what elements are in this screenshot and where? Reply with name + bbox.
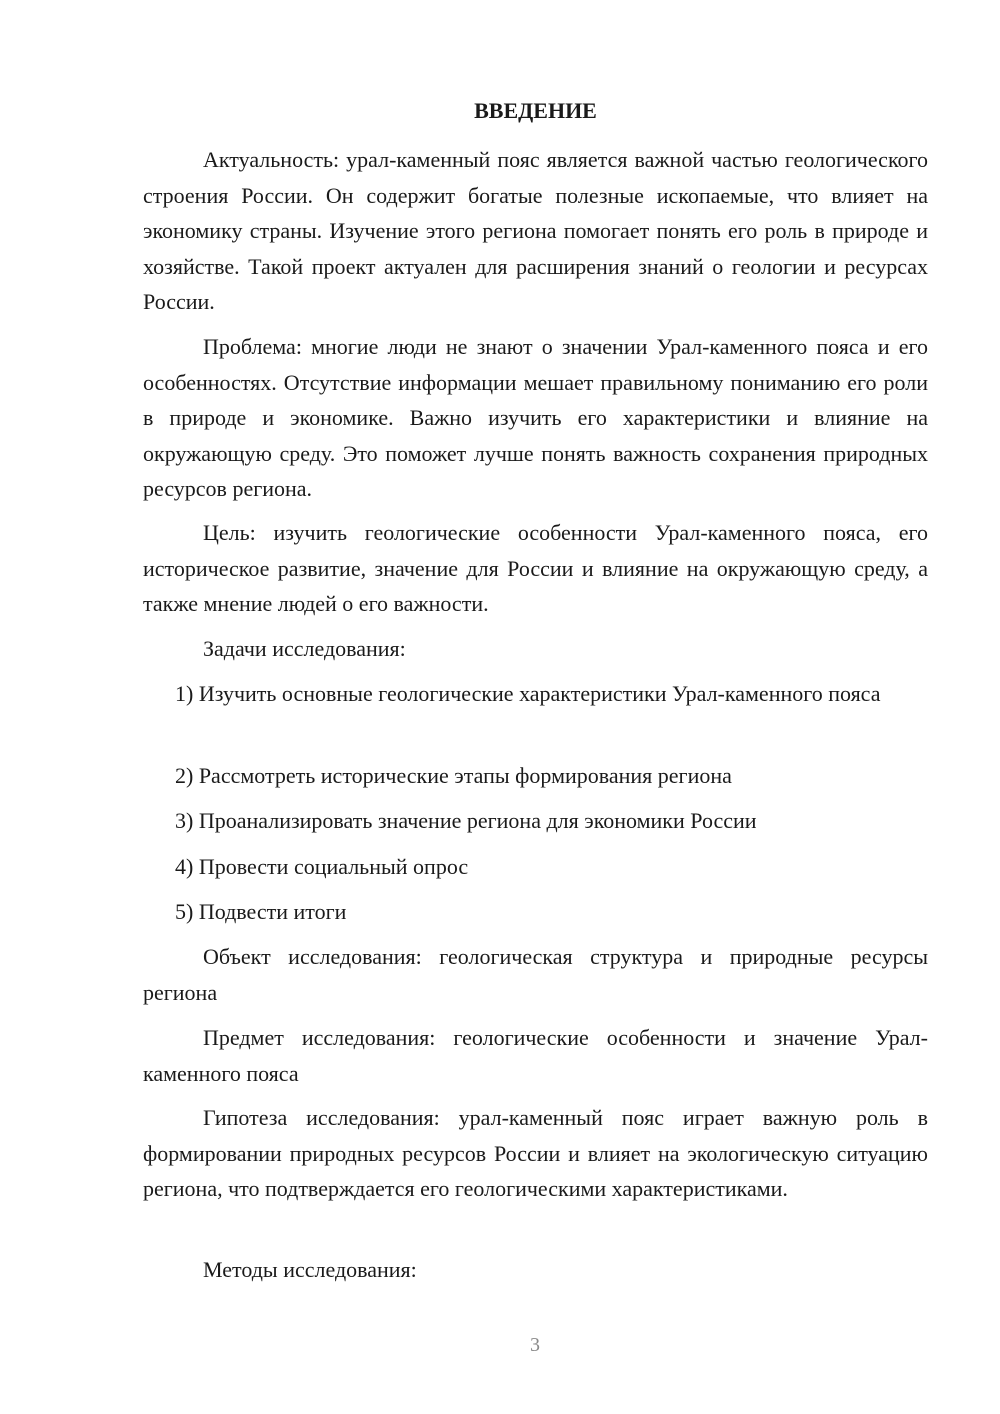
object-paragraph: Объект исследования: геологическая структура и природные ресурсы региона [143,944,928,1005]
task-item: 5) Подвести итоги [175,899,347,924]
tasks-heading: Задачи исследования: [203,636,406,661]
subject-paragraph: Предмет исследования: геологические особенности и значение Урал-каменного пояса [143,1025,928,1086]
goal-paragraph: Цель: изучить геологические особенности Урал-каменного пояса, его историческое развитие, значение для России и влияние на окружающую среду, а также мнение людей о его важности. [143,520,928,616]
methods-heading: Методы исследования: [203,1257,417,1282]
task-item: 1) Изучить основные геологические характеристики Урал-каменного пояса [175,681,881,706]
task-item: 4) Провести социальный опрос [175,854,469,879]
task-item: 2) Рассмотреть исторические этапы формирования региона [175,763,732,788]
page-number: 3 [530,1334,540,1356]
task-item: 3) Проанализировать значение региона для экономики России [175,808,757,833]
relevance-paragraph: Актуальность: урал-каменный пояс является важной частью геологического строения России. Он содержит богатые полезные ископаемые, что влияет на экономику страны. Изучение этого региона помогает понять его роль в природе и хозяйстве. Такой проект актуален для расширения знаний о геологии и ресурсах России. [143,147,928,314]
hypothesis-paragraph: Гипотеза исследования: урал-каменный пояс играет важную роль в формировании природных ресурсов России и влияет на экологическую ситуацию региона, что подтверждается его геологическими характеристиками. [143,1105,928,1201]
problem-paragraph: Проблема: многие люди не знают о значении Урал-каменного пояса и его особенностях. Отсутствие информации мешает правильному пониманию его роли в природе и экономике. Важно изучить его характеристики и влияние на окружающую среду. Это поможет лучше понять важность сохранения природных ресурсов региона. [143,334,928,501]
page-title: ВВЕДЕНИЕ [474,98,597,123]
